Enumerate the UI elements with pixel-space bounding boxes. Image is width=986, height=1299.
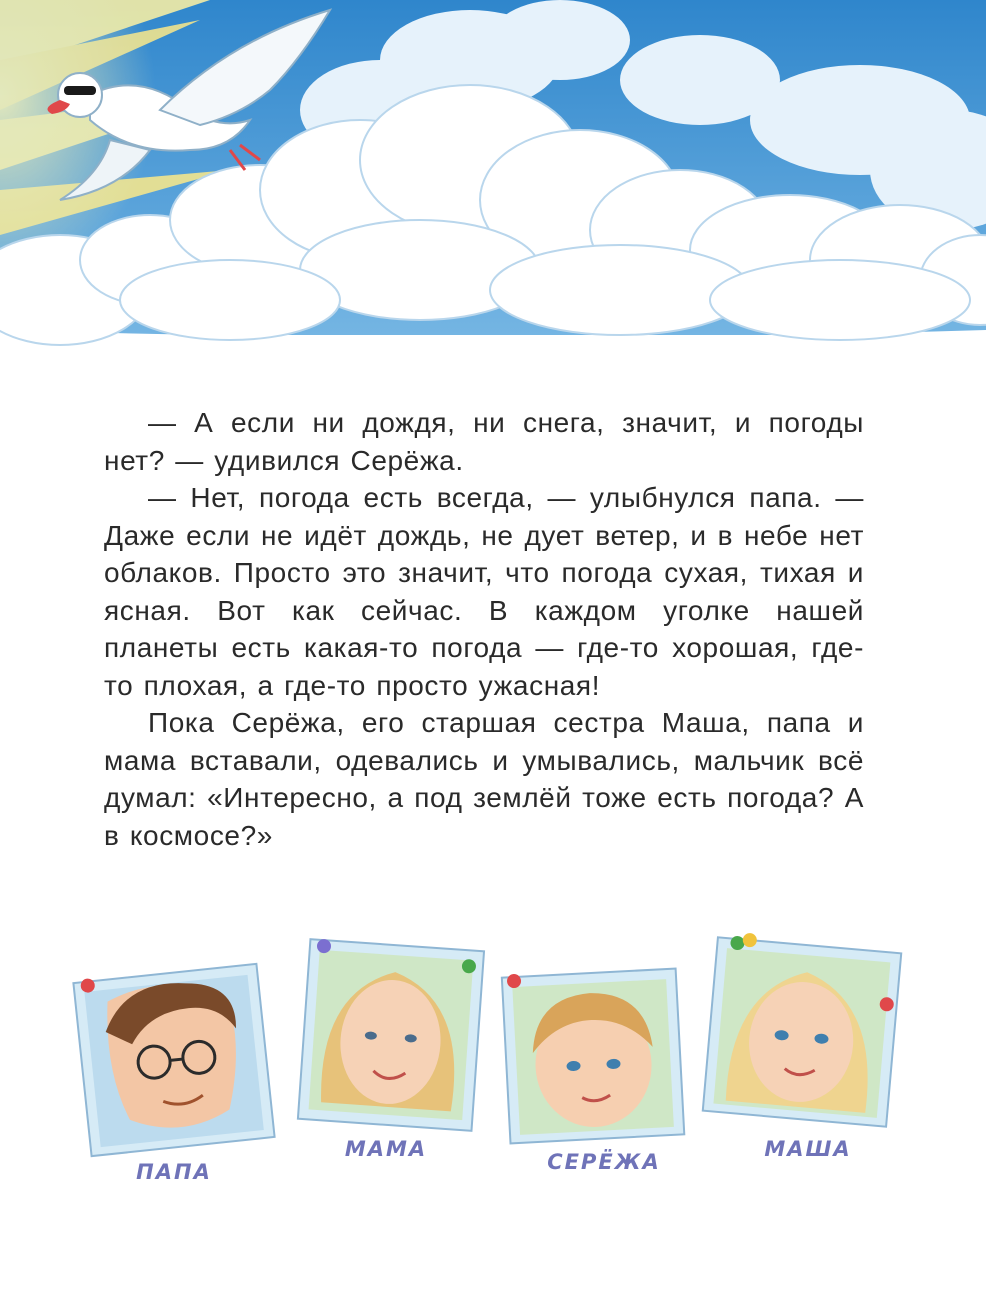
story-paragraph-2: — Нет, погода есть всегда, — улыбнулся папа. — Даже если не идёт дождь, не дует ветер, и в небе нет облаков. Просто это значит, что погода сухая, тихая и ясная. Вот как сейчас. В каждом уголке нашей планеты есть какая-то погода — где-то хорошая, где-то плохая, а где-то просто ужасная!	[104, 482, 864, 701]
portrait-seryozha	[498, 965, 688, 1174]
portrait-mama	[296, 937, 486, 1161]
family-portraits	[0, 925, 986, 1184]
portrait-caption-mama: МАМА	[344, 1137, 428, 1161]
portrait-caption-masha: МАША	[764, 1137, 852, 1161]
portrait-caption-seryozha: СЕРЁЖА	[547, 1150, 661, 1174]
sky-illustration	[0, 0, 986, 385]
portrait-papa	[74, 965, 274, 1184]
portrait-masha	[702, 937, 902, 1161]
story-paragraph-3: Пока Серёжа, его старшая сестра Маша, папа и мама вставали, одевались и умывались, мальчик всё думал: «Интересно, а под землёй тоже есть погода? А в космосе?»	[104, 707, 864, 851]
story-paragraph-1: — А если ни дождя, ни снега, значит, и погоды нет? — удивился Серёжа.	[104, 407, 864, 476]
story-text	[104, 404, 864, 854]
portrait-caption-papa: ПАПА	[136, 1160, 212, 1184]
